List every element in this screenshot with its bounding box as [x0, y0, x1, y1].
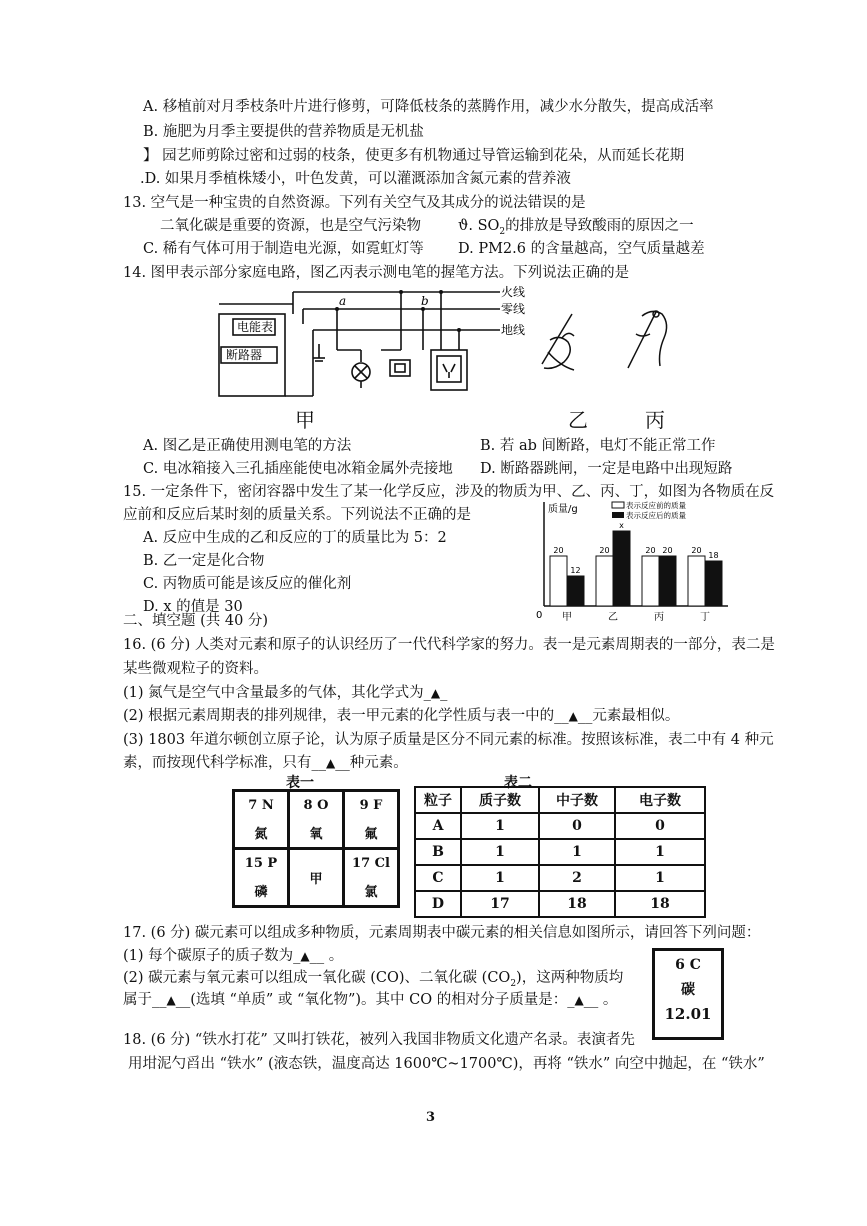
bar-value-label: 20: [553, 546, 564, 555]
q15-option-b: B. 乙一定是化合物: [143, 553, 265, 569]
q12-option-c: 】 园艺师剪除过密和过弱的枝条，使更多有机物通过导管运输到花朵，从而延长花期: [143, 148, 685, 164]
q14-option-b: B. 若 ab 间断路，电灯不能正常工作: [480, 438, 716, 454]
table1-row: [234, 849, 399, 907]
table2-cell: 0: [539, 813, 615, 839]
q16-sub2: (2) 根据元素周期表的排列规律，表一甲元素的化学性质与表一中的__▲__元素最相似。: [123, 708, 680, 724]
table2-cell: 1: [461, 865, 539, 891]
carbon-name: 碳: [681, 982, 695, 998]
table1-cell: [344, 791, 399, 849]
q16-stem-line1: 16. (6 分) 人类对元素和原子的认识经历了一代代科学家的努力。表一是元素周期表的一部分，表二是: [123, 637, 775, 653]
table2-header-cell: 电子数: [615, 787, 705, 813]
bar-before: [688, 556, 705, 606]
breaker-label: 断路器: [226, 348, 263, 362]
meter-label: 电能表: [237, 320, 274, 334]
carbon-number-symbol: 6 C: [675, 957, 701, 973]
element-name: 氯: [364, 884, 378, 900]
bar-value-label: 12: [570, 566, 581, 575]
bar-before: [550, 556, 567, 606]
table2-cell: 1: [615, 865, 705, 891]
carbon-element-card: [652, 948, 724, 1040]
carbon-mass: 12.01: [664, 1005, 712, 1023]
caption-bing: 丙: [645, 408, 665, 432]
bar-after: [705, 561, 722, 606]
bar-after: [659, 556, 676, 606]
table2-row: [415, 839, 705, 865]
q17-stem: 17. (6 分) 碳元素可以组成多种物质，元素周期表中碳元素的相关信息如图所示，请回答下列问题：: [123, 925, 761, 941]
q15-stem-line1: 15. 一定条件下，密闭容器中发生了某一化学反应，涉及的物质为甲、乙、丙、丁，如图为各物质在反: [123, 484, 775, 500]
element-name: 氟: [364, 826, 378, 842]
table2-cell: A: [415, 813, 461, 839]
origin-label: 0: [536, 610, 543, 621]
q12-option-b: B. 施肥为月季主要提供的营养物质是无机盐: [143, 124, 424, 140]
table2-cell: 18: [615, 891, 705, 917]
q12-option-a: A. 移植前对月季枝条叶片进行修剪，可降低枝条的蒸腾作用，减少水分散失，提高成活率: [143, 99, 714, 115]
q16-sub3-line2: 素，而按现代科学标准，只有__▲__种元素。: [123, 755, 408, 771]
element-name: 磷: [254, 884, 268, 900]
q14-option-c: C. 电冰箱接入三孔插座能使电冰箱金属外壳接地: [143, 461, 453, 477]
point-a-label: a: [339, 294, 347, 308]
bar-after: [567, 576, 584, 606]
q17-sub1: (1) 每个碳原子的质子数为_▲__ 。: [123, 948, 344, 964]
table1-cell: [289, 849, 344, 907]
q17-sub2-line1: (2) 碳元素与氧元素可以组成一氧化碳 (CO)、二氧化碳 $(CO_2)$，这两种物质均: [123, 970, 624, 989]
table2-cell: B: [415, 839, 461, 865]
bar-value-label: x: [619, 521, 624, 530]
q16-sub3-line1: (3) 1803 年道尔顿创立原子论，认为原子质量是区分不同元素的标准。按照该标准，表二中有 4 种元: [123, 732, 774, 748]
circuit-diagram: [215, 284, 535, 404]
q15-option-c: C. 丙物质可能是该反应的催化剂: [143, 576, 352, 592]
y-axis-label: 质量/g: [548, 504, 578, 515]
table2-cell: 0: [615, 813, 705, 839]
q16-sub1: (1) 氮气是空气中含量最多的气体，其化学式为_▲_: [123, 685, 448, 701]
table2-row: [415, 865, 705, 891]
q14-option-a: A. 图乙是正确使用测电笔的方法: [143, 438, 352, 454]
bar-value-label: 20: [645, 546, 656, 555]
legend-before-label: 表示反应前的质量: [626, 501, 686, 510]
table2-row: [415, 813, 705, 839]
table2-header-row: [415, 787, 705, 813]
table2-cell: 17: [461, 891, 539, 917]
table1-cell: [344, 849, 399, 907]
category-label: 丁: [700, 612, 710, 623]
table2-cell: C: [415, 865, 461, 891]
point-b-label: b: [421, 294, 429, 308]
table2-cell: 1: [615, 839, 705, 865]
q12-option-d: .D. 如果月季植株矮小，叶色发黄，可以灌溉添加含氮元素的营养液: [140, 171, 571, 187]
table2-particles: [414, 786, 706, 918]
table1-row: [234, 791, 399, 849]
category-label: 乙: [608, 612, 618, 623]
neutral-line-label: 零线: [501, 302, 526, 316]
caption-yi: 乙: [568, 408, 588, 432]
bar-before: [596, 556, 613, 606]
category-label: 丙: [654, 612, 664, 623]
element-name: 氮: [254, 826, 268, 842]
test-pen-hands-icon: [532, 298, 682, 384]
table2-cell: D: [415, 891, 461, 917]
legend-before-swatch: [612, 502, 624, 508]
bar-value-label: 20: [599, 546, 610, 555]
q13-option-c: C. 稀有气体可用于制造电光源，如霓虹灯等: [143, 241, 424, 257]
q13-option-a: 二氧化碳是重要的资源，也是空气污染物: [160, 218, 421, 234]
table2-header-cell: 粒子: [415, 787, 461, 813]
table1-cell: [234, 849, 289, 907]
legend-after-swatch: [612, 512, 624, 518]
q18-stem-line2: 用坩泥勺舀出 “铁水” (液态铁，温度高达 1600℃~1700℃)，再将 “铁水” 向空中抛起，在 “铁水”: [128, 1056, 765, 1072]
section-2-heading: 二、填空题 (共 40 分): [123, 613, 269, 629]
table2-header-cell: 质子数: [461, 787, 539, 813]
table1-cell: [289, 791, 344, 849]
element-symbol: 17 Cl: [352, 855, 390, 871]
q16-stem-line2: 某些微观粒子的资料。: [123, 661, 268, 677]
q13-option-b: ϑ. $SO_2$的排放是导致酸雨的原因之一: [458, 218, 694, 237]
table1-cell: [234, 791, 289, 849]
element-symbol: 15 P: [244, 855, 278, 871]
q17-sub2-line2: 属于__▲__(选填 “单质” 或 “氧化物”)。其中 CO 的相对分子质量是：_▲__ 。: [123, 992, 618, 1008]
element-symbol: 9 F: [359, 797, 383, 813]
table2-cell: 2: [539, 865, 615, 891]
table2-row: [415, 891, 705, 917]
bar-value-label: 20: [691, 546, 702, 555]
element-name: 氧: [309, 826, 323, 842]
q13-option-d: D. PM2.6 的含量越高，空气质量越差: [458, 241, 705, 257]
bar-value-label: 20: [662, 546, 673, 555]
table2-caption: 表二: [504, 775, 532, 791]
table2-cell: 18: [539, 891, 615, 917]
fire-line-label: 火线: [501, 285, 526, 299]
element-name: 甲: [309, 872, 323, 887]
table2-cell: 1: [461, 839, 539, 865]
bar-after: [613, 531, 630, 606]
mass-bar-chart: [532, 498, 732, 626]
q15-option-d: D. x 的值是 30: [143, 599, 243, 615]
table1-periodic: [232, 789, 400, 908]
table2-cell: 1: [461, 813, 539, 839]
caption-jia: 甲: [295, 408, 315, 432]
q15-stem-line2: 应前和反应后某时刻的质量关系。下列说法不正确的是: [123, 507, 471, 523]
table2-cell: 1: [539, 839, 615, 865]
table1-caption: 表一: [286, 775, 314, 791]
q14-stem: 14. 图甲表示部分家庭电路，图乙丙表示测电笔的握笔方法。下列说法正确的是: [123, 265, 630, 281]
bar-value-label: 18: [708, 551, 719, 560]
element-symbol: 8 O: [303, 797, 329, 813]
table2-header-cell: 中子数: [539, 787, 615, 813]
q14-option-d: D. 断路器跳闸，一定是电路中出现短路: [480, 461, 733, 477]
bar-before: [642, 556, 659, 606]
page-number: 3: [426, 1110, 436, 1125]
q18-stem-line1: 18. (6 分) “铁水打花” 又叫打铁花，被列入我国非物质文化遗产名录。表演者先: [123, 1032, 635, 1048]
element-symbol: 7 N: [248, 797, 274, 813]
category-label: 甲: [562, 612, 572, 623]
q13-stem: 13. 空气是一种宝贵的自然资源。下列有关空气及其成分的说法错误的是: [123, 195, 586, 211]
legend-after-label: 表示反应后的质量: [626, 511, 686, 520]
q15-option-a: A. 反应中生成的乙和反应的丁的质量比为 5：2: [143, 530, 447, 546]
ground-line-label: 地线: [501, 323, 526, 337]
